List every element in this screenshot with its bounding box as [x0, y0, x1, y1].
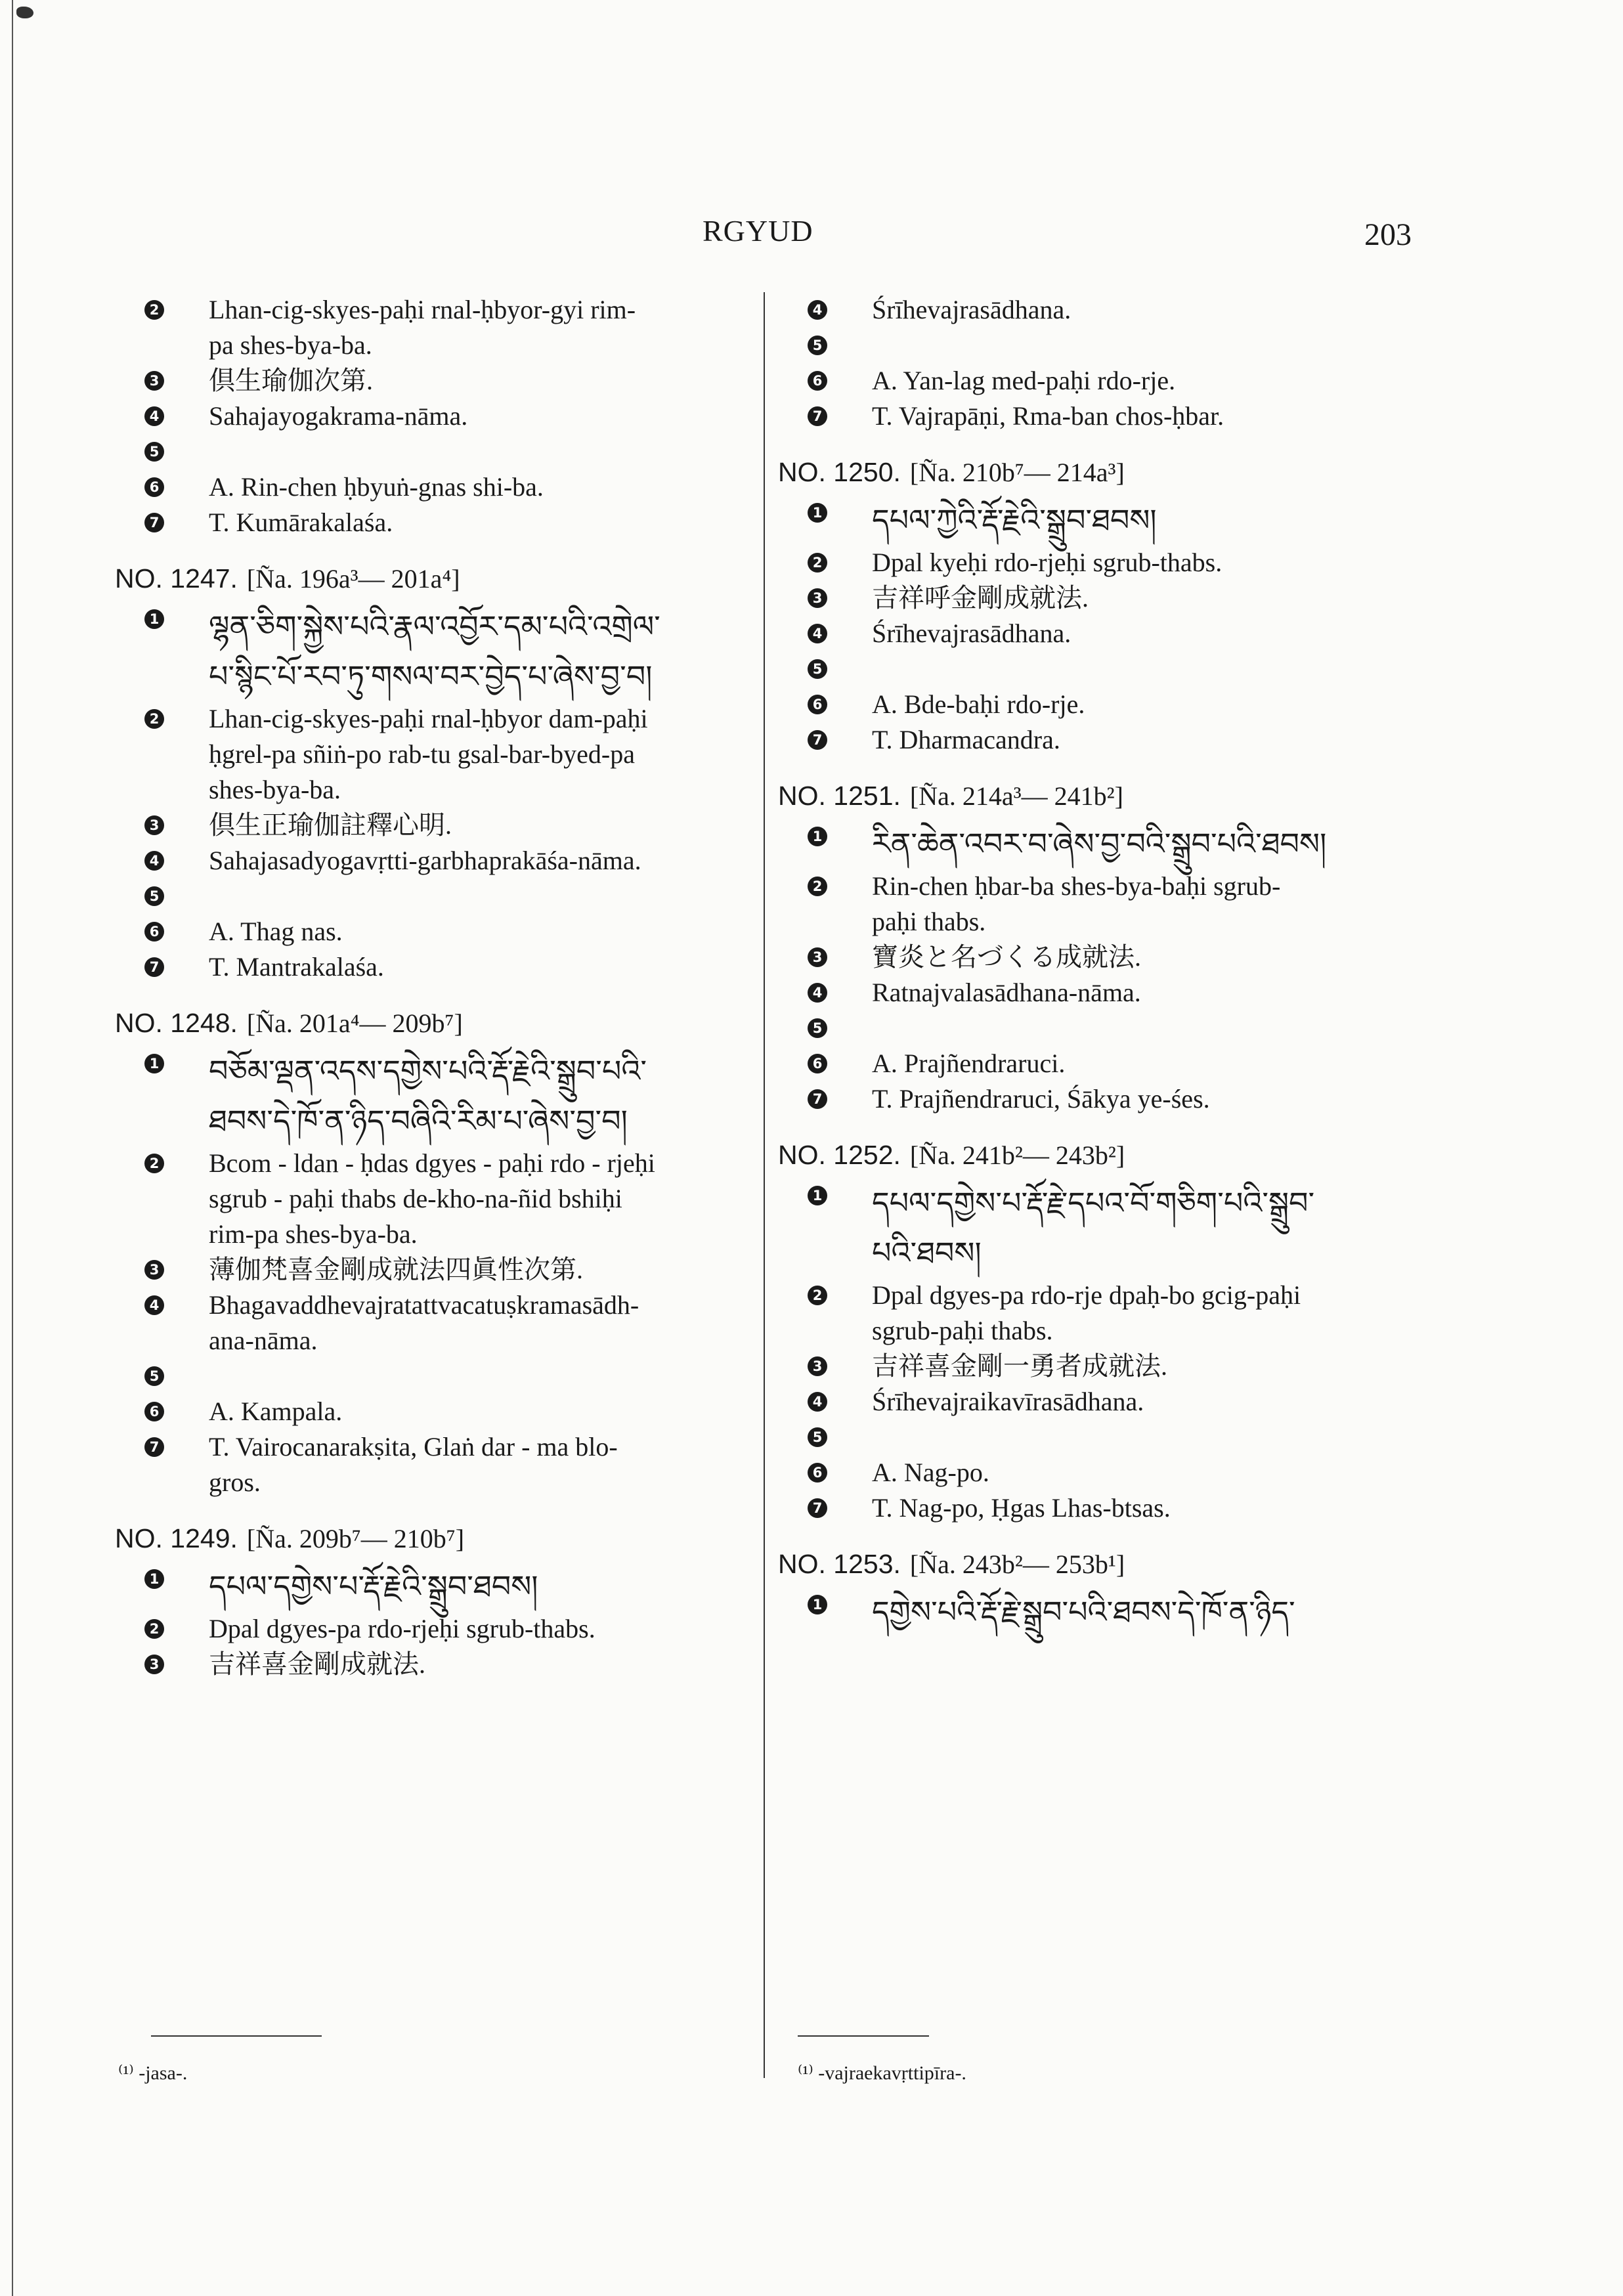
circled-number-icon: 2	[144, 300, 164, 320]
folio-reference: [Ña. 210b⁷— 214a³]	[909, 458, 1125, 487]
circled-number-icon: 6	[808, 371, 827, 391]
item-text-line	[115, 1358, 765, 1394]
entry-item-6	[778, 1046, 1441, 1081]
entry-heading	[115, 1005, 765, 1042]
circled-number-icon: 1	[808, 1595, 827, 1614]
entry-item-2	[115, 292, 765, 363]
circled-number-icon: 2	[144, 709, 164, 729]
circled-number-icon: 3	[144, 371, 164, 391]
item-text-line: A. Yan-lag med-paḥi rdo-rje.	[872, 366, 1176, 395]
item-text-line: 倶生正瑜伽註釋心明.	[209, 810, 452, 840]
entry-item-7	[778, 1490, 1441, 1526]
entry-item-6	[778, 687, 1441, 722]
entry-1247	[115, 560, 765, 985]
circled-number-icon: 5	[144, 886, 164, 906]
item-text-line: དགྱེས་པའི་རྡོ་རྗེ་སྒྲུབ་པའི་ཐབས་དེ་ཁོ་ན་ཉིད་	[872, 1594, 1295, 1630]
entry-number: NO. 1249.	[115, 1523, 238, 1553]
item-text-line: 薄伽梵喜金剛成就法四眞性次第.	[209, 1255, 583, 1284]
item-text-line: Śrīhevajrasādhana.	[872, 295, 1071, 324]
circled-number-icon: 6	[808, 1054, 827, 1073]
circled-number-icon: 4	[144, 1295, 164, 1315]
entry-item-1	[778, 819, 1441, 869]
circled-number-icon: 1	[144, 1569, 164, 1589]
footnote-rule-left	[151, 2035, 322, 2037]
circled-number-icon: 5	[808, 336, 827, 355]
entry-item-1	[778, 1178, 1441, 1278]
item-text-line: བཅོམ་ལྡན་འདས་དགྱེས་པའི་རྡོ་རྗེའི་སྒྲུབ་པའི་	[209, 1053, 647, 1089]
entry-item-2	[778, 545, 1441, 580]
entry-1250	[778, 454, 1441, 758]
entry-item-1	[778, 495, 1441, 545]
entry-body	[778, 819, 1441, 1117]
entry-item-5	[778, 1010, 1441, 1046]
entry-item-7	[778, 1081, 1441, 1117]
item-text-line: A. Rin-chen ḥbyuṅ-gnas shi-ba.	[209, 472, 544, 502]
circled-number-icon: 6	[144, 1402, 164, 1421]
item-text-line: 倶生瑜伽次第.	[209, 366, 373, 395]
entry-number: NO. 1247.	[115, 563, 238, 594]
entry-item-1	[115, 601, 765, 701]
circled-number-icon: 2	[808, 877, 827, 896]
entry-1248	[115, 1005, 765, 1500]
circled-number-icon: 5	[808, 1018, 827, 1038]
entry-item-7	[115, 949, 765, 985]
block-continued-entry	[115, 292, 765, 540]
page-number: 203	[1364, 217, 1412, 252]
circled-number-icon: 5	[808, 659, 827, 679]
circled-number-icon: 4	[144, 851, 164, 871]
entry-item-4	[778, 292, 1441, 328]
entry-heading	[778, 1137, 1441, 1174]
running-head: RGYUD	[703, 214, 813, 248]
entry-item-4	[115, 843, 765, 878]
item-text-line: T. Prajñendraruci, Śākya ye-śes.	[872, 1084, 1210, 1114]
entry-item-6	[115, 469, 765, 505]
item-text-line: པའི་ཐབས།	[872, 1235, 982, 1270]
entry-1251	[778, 777, 1441, 1117]
item-text-line: དཔལ་དགྱེས་པ་རྡོ་རྗེ་དཔའ་བོ་གཅིག་པའི་སྒྲུབ་	[872, 1185, 1315, 1221]
footnote-right: ⁽¹⁾ -vajraekavṛttipīra-.	[798, 2062, 966, 2084]
entry-1252	[778, 1137, 1441, 1526]
item-text-line: T. Dharmacandra.	[872, 725, 1060, 754]
entry-body	[115, 1046, 765, 1500]
item-text-line: Ratnajvalasādhana-nāma.	[872, 978, 1141, 1007]
item-text-line: Sahajayogakrama-nāma.	[209, 401, 468, 431]
circled-number-icon: 7	[808, 1089, 827, 1109]
item-text-line: ལྷན་ཅིག་སྐྱེས་པའི་རྣལ་འབྱོར་དམ་པའི་འགྲེལ་	[209, 609, 660, 644]
entry-item-5	[115, 878, 765, 914]
circled-number-icon: 7	[808, 730, 827, 750]
item-text-line: 吉祥喜金剛一勇者成就法.	[872, 1351, 1167, 1381]
item-text-line: Śrīhevajrasādhana.	[872, 618, 1071, 648]
item-text-line: 寶炎と名づくる成就法.	[872, 942, 1141, 972]
item-text-line: Bcom - ldan - ḥdas dgyes - paḥi rdo - rjeḥi	[209, 1148, 655, 1178]
entry-item-5	[115, 434, 765, 469]
circled-number-icon: 7	[144, 513, 164, 532]
item-text-line: Lhan-cig-skyes-paḥi rnal-ḥbyor dam-paḥi	[209, 704, 648, 733]
item-text-line: gros.	[209, 1467, 261, 1497]
entry-heading	[115, 560, 765, 597]
item-text-line	[778, 1010, 1441, 1046]
circled-number-icon: 7	[808, 406, 827, 426]
entry-body	[115, 1561, 765, 1682]
entry-1249	[115, 1520, 765, 1682]
item-text-line: rim-pa shes-bya-ba.	[209, 1219, 418, 1249]
footnote-rule-right	[798, 2035, 929, 2037]
entry-number: NO. 1252.	[778, 1140, 901, 1170]
circled-number-icon: 2	[144, 1154, 164, 1173]
entry-item-5	[778, 1419, 1441, 1455]
entry-item-3	[115, 808, 765, 843]
entry-number: NO. 1253.	[778, 1549, 901, 1579]
item-text-line: T. Mantrakalaśa.	[209, 952, 384, 982]
circled-number-icon: 2	[144, 1619, 164, 1639]
circled-number-icon: 6	[808, 1463, 827, 1483]
entry-body	[778, 495, 1441, 758]
left-column	[115, 292, 765, 1682]
circled-number-icon: 6	[144, 477, 164, 497]
circled-number-icon: 1	[808, 827, 827, 846]
folio-reference: [Ña. 243b²— 253b¹]	[909, 1549, 1125, 1579]
entry-body	[115, 601, 765, 985]
entry-number: NO. 1250.	[778, 457, 901, 487]
entry-item-3	[115, 363, 765, 399]
circled-number-icon: 3	[808, 588, 827, 608]
entry-item-4	[778, 975, 1441, 1010]
entry-heading	[778, 454, 1441, 491]
circled-number-icon: 1	[808, 503, 827, 523]
circled-number-icon: 7	[144, 957, 164, 977]
circled-number-icon: 2	[808, 553, 827, 573]
entry-number: NO. 1248.	[115, 1008, 238, 1038]
item-text-line: A. Kampala.	[209, 1397, 343, 1426]
item-text-line: Śrīhevajraikavīrasādhana.	[872, 1387, 1144, 1416]
circled-number-icon: 1	[144, 1054, 164, 1073]
item-text-line: pa shes-bya-ba.	[209, 330, 372, 360]
circled-number-icon: 3	[808, 947, 827, 967]
folio-reference: [Ña. 214a³— 241b²]	[909, 781, 1123, 811]
entry-item-1	[778, 1587, 1441, 1637]
item-text-line: Sahajasadyogavṛtti-garbhaprakāśa-nāma.	[209, 846, 641, 875]
entry-item-4	[778, 1384, 1441, 1419]
item-text-line	[115, 878, 765, 914]
entry-item-2	[778, 1278, 1441, 1349]
item-text-line	[778, 1419, 1441, 1455]
item-text-line	[778, 651, 1441, 687]
circled-number-icon: 7	[144, 1437, 164, 1457]
footnote-left: ⁽¹⁾ -jasa-.	[118, 2062, 188, 2084]
entry-heading	[778, 777, 1441, 815]
circled-number-icon: 3	[808, 1356, 827, 1376]
item-text-line: Bhagavaddhevajratattvacatuṣkramasādh-	[209, 1290, 639, 1320]
circled-number-icon: 3	[144, 1655, 164, 1674]
entry-item-6	[778, 1455, 1441, 1490]
item-text-line: དཔལ་ཀྱེའི་རྡོ་རྗེའི་སྒྲུབ་ཐབས།	[872, 502, 1157, 538]
entry-item-3	[115, 1252, 765, 1288]
right-column	[778, 292, 1441, 1637]
item-text-line: Dpal kyeḥi rdo-rjeḥi sgrub-thabs.	[872, 548, 1223, 577]
folio-reference: [Ña. 201a⁴— 209b⁷]	[246, 1008, 463, 1038]
circled-number-icon: 2	[808, 1286, 827, 1305]
circled-number-icon: 4	[144, 406, 164, 426]
entry-item-6	[778, 363, 1441, 399]
entry-item-6	[115, 1394, 765, 1429]
item-text-line: 吉祥呼金剛成就法.	[872, 583, 1089, 613]
item-text-line: ana-nāma.	[209, 1326, 318, 1355]
item-text-line: Dpal dgyes-pa rdo-rjeḥi sgrub-thabs.	[209, 1614, 595, 1643]
entry-item-3	[778, 940, 1441, 975]
item-text-line: ཐབས་དེ་ཁོ་ན་ཉིད་བཞིའི་རིམ་པ་ཞེས་བྱ་བ།	[209, 1103, 628, 1138]
entry-item-7	[115, 1429, 765, 1500]
circled-number-icon: 1	[144, 609, 164, 629]
item-text-line: T. Vairocanarakṣita, Glaṅ dar - ma blo-	[209, 1432, 618, 1462]
entry-item-3	[778, 1349, 1441, 1384]
circled-number-icon: 5	[144, 1366, 164, 1386]
block-continued-entry	[778, 292, 1441, 434]
ink-blot	[16, 7, 33, 18]
entry-body	[778, 1178, 1441, 1526]
folio-reference: [Ña. 209b⁷— 210b⁷]	[246, 1524, 465, 1553]
entry-1253	[778, 1546, 1441, 1637]
circled-number-icon: 4	[808, 1392, 827, 1412]
entry-item-2	[115, 1611, 765, 1647]
entry-body	[778, 1587, 1441, 1637]
entry-item-6	[115, 914, 765, 949]
entry-item-7	[778, 399, 1441, 434]
circled-number-icon: 4	[808, 983, 827, 1003]
entry-heading	[115, 1520, 765, 1557]
circled-number-icon: 3	[144, 1260, 164, 1280]
item-text-line: shes-bya-ba.	[209, 775, 341, 804]
circled-number-icon: 5	[144, 442, 164, 462]
page-edge-rule	[12, 0, 13, 2296]
entry-item-7	[778, 722, 1441, 758]
item-text-line: A. Thag nas.	[209, 917, 343, 946]
entry-item-4	[115, 1288, 765, 1358]
entry-item-2	[115, 701, 765, 808]
circled-number-icon: 5	[808, 1427, 827, 1447]
entry-item-3	[115, 1647, 765, 1682]
item-text-line: T. Vajrapāṇi, Rma-ban chos-ḥbar.	[872, 401, 1224, 431]
circled-number-icon: 4	[808, 300, 827, 320]
item-text-line: རིན་ཆེན་འབར་བ་ཞེས་བྱ་བའི་སྒྲུབ་པའི་ཐབས།	[872, 826, 1327, 861]
item-text-line: A. Bde-baḥi rdo-rje.	[872, 689, 1085, 719]
circled-number-icon: 6	[144, 922, 164, 942]
entry-item-4	[778, 616, 1441, 651]
folio-reference: [Ña. 196a³— 201a⁴]	[246, 564, 460, 594]
circled-number-icon: 7	[808, 1498, 827, 1518]
entry-heading	[778, 1546, 1441, 1583]
entry-item-4	[115, 399, 765, 434]
item-text-line: ḥgrel-pa sñiṅ-po rab-tu gsal-bar-byed-pa	[209, 739, 635, 769]
entry-number: NO. 1251.	[778, 781, 901, 811]
item-text-line: Lhan-cig-skyes-paḥi rnal-ḥbyor-gyi rim-	[209, 295, 636, 324]
circled-number-icon: 3	[144, 815, 164, 835]
item-text-line: T. Kumārakalaśa.	[209, 508, 393, 537]
entry-item-5	[778, 328, 1441, 363]
entry-item-3	[778, 580, 1441, 616]
item-text-line	[778, 328, 1441, 363]
item-text-line: sgrub - paḥi thabs de-kho-na-ñid bshiḥi	[209, 1184, 622, 1213]
folio-reference: [Ña. 241b²— 243b²]	[909, 1140, 1125, 1170]
item-text-line	[115, 434, 765, 469]
item-text-line: 吉祥喜金剛成就法.	[209, 1649, 425, 1679]
circled-number-icon: 4	[808, 624, 827, 643]
item-text-line: T. Nag-po, Ḥgas Lhas-btsas.	[872, 1493, 1171, 1523]
item-text-line: A. Nag-po.	[872, 1458, 989, 1487]
item-text-line: Rin-chen ḥbar-ba shes-bya-baḥi sgrub-	[872, 871, 1281, 901]
entry-item-5	[778, 651, 1441, 687]
item-text-line: paḥi thabs.	[872, 907, 986, 936]
item-text-line: sgrub-paḥi thabs.	[872, 1316, 1053, 1345]
item-text-line: པ་སྙིང་པོ་རབ་ཏུ་གསལ་བར་བྱེད་པ་ཞེས་བྱ་བ།	[209, 659, 653, 694]
entry-item-2	[778, 869, 1441, 940]
entry-item-5	[115, 1358, 765, 1394]
circled-number-icon: 6	[808, 695, 827, 714]
entry-item-2	[115, 1146, 765, 1252]
entry-item-1	[115, 1046, 765, 1146]
item-text-line: A. Prajñendraruci.	[872, 1049, 1066, 1078]
entry-item-7	[115, 505, 765, 540]
circled-number-icon: 1	[808, 1186, 827, 1205]
entry-item-1	[115, 1561, 765, 1611]
item-text-line: དཔལ་དགྱེས་པ་རྡོ་རྗེའི་སྒྲུབ་ཐབས།	[209, 1569, 538, 1604]
item-text-line: Dpal dgyes-pa rdo-rje dpaḥ-bo gcig-paḥi	[872, 1280, 1301, 1310]
